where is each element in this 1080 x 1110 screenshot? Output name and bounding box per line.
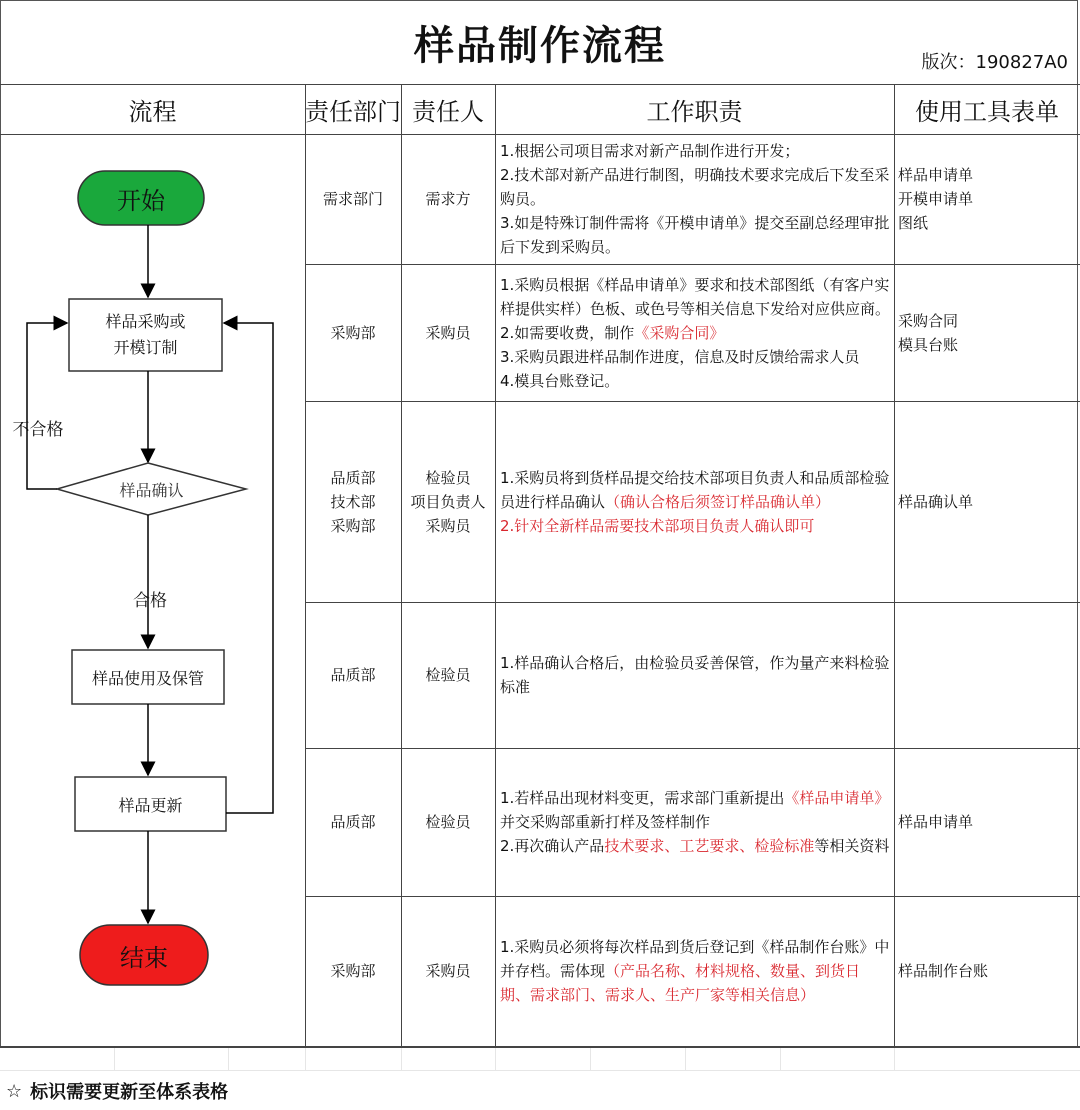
tool-form-name: 采购合同: [898, 311, 959, 330]
department-name: 需求部门: [322, 190, 383, 208]
department-name: 采购部: [330, 516, 376, 535]
duty-text: 3.采购员跟进样品制作进度，信息及时反馈给需求人员: [500, 347, 860, 366]
duty-text: 等相关资料: [814, 837, 890, 855]
duty-highlight: 《采购合同》: [634, 323, 725, 342]
duty-item: [500, 321, 890, 345]
footer-text: 标识需要更新至体系表格: [30, 1082, 229, 1103]
duty-item: [500, 466, 890, 514]
page-title: 样品制作流程: [414, 23, 666, 69]
header-responsible: 责任人: [412, 97, 484, 126]
use-label: 样品使用及保管: [91, 668, 204, 688]
duty-highlight: （产品名称、材料规格、数量、到货日期、需求部门、需求人、生产厂家等相关信息）: [500, 962, 861, 1004]
duty-item: [500, 345, 890, 369]
faint-line: [894, 1048, 895, 1070]
duties-cell: [496, 134, 894, 264]
faint-line: [0, 1070, 1080, 1071]
duty-text: 2.再次确认产品: [500, 837, 605, 855]
faint-line: [495, 1048, 496, 1070]
duty-highlight: 2.针对全新样品需要技术部项目负责人确认即可: [500, 516, 815, 535]
responsible-name: 采购员: [425, 962, 471, 980]
duty-item: [500, 786, 890, 834]
duty-item: [500, 139, 890, 163]
department-name: 采购部: [330, 323, 376, 342]
department-name: 技术部: [330, 492, 376, 511]
duty-text: 并交采购部重新打样及签样制作: [500, 813, 711, 831]
pass-label: 合格: [133, 590, 167, 611]
purchase-label-line1: 样品采购或: [105, 312, 186, 331]
tool-form-name: 样品确认单: [898, 492, 974, 511]
faint-line: [685, 1048, 686, 1070]
duty-highlight: 《样品申请单》: [784, 789, 890, 807]
responsible-name: 检验员: [425, 813, 471, 831]
duty-item: [500, 369, 890, 393]
tools-cell: [895, 748, 1080, 896]
tool-form-name: 模具台账: [898, 335, 959, 354]
department-name: 品质部: [330, 666, 376, 684]
responsible-name: 采购员: [425, 323, 471, 342]
duties-cell: [496, 602, 894, 748]
duty-item: [500, 211, 890, 259]
department-cell: [305, 896, 401, 1046]
duties-cell: [496, 401, 894, 602]
faint-line: [228, 1048, 229, 1070]
faint-line: [305, 1048, 306, 1070]
end-label: 结束: [120, 943, 168, 972]
star-outline-icon: ☆: [6, 1080, 23, 1102]
header-tools: 使用工具表单: [915, 97, 1059, 126]
tools-cell: [895, 896, 1080, 1046]
responsible-name: 项目负责人: [410, 492, 486, 511]
responsible-cell: [401, 748, 495, 896]
loop-arrow: [224, 323, 273, 813]
grid-line: [0, 1046, 1080, 1048]
fail-label: 不合格: [12, 419, 64, 440]
tool-form-name: 样品制作台账: [898, 962, 989, 980]
tool-form-name: 样品申请单: [898, 166, 974, 184]
version-label: 版次：190827A0: [921, 52, 1068, 73]
tool-form-name: 开模申请单: [898, 190, 974, 208]
responsible-cell: [401, 264, 495, 401]
header-department: 责任部门: [305, 97, 401, 126]
duty-item: [500, 651, 890, 699]
duty-item: [500, 935, 890, 1007]
update-label: 样品更新: [118, 795, 183, 815]
department-name: 品质部: [330, 813, 376, 831]
check-label: 样品确认: [119, 480, 184, 500]
department-cell: [305, 401, 401, 602]
duty-item: [500, 273, 890, 321]
duty-text: 1.根据公司项目需求对新产品制作进行开发；: [500, 142, 800, 160]
responsible-cell: [401, 602, 495, 748]
responsible-name: 采购员: [425, 516, 471, 535]
department-name: 采购部: [330, 962, 376, 980]
duty-text: 1.采购员根据《样品申请单》要求和技术部图纸（有客户实样提供实样）色板、或色号等相关信息下发给对应供应商。: [500, 275, 891, 318]
duty-text: 1.采购员必须将每次样品到货后登记到《样品制作台账》中并存档。需体现: [500, 938, 890, 980]
start-label: 开始: [117, 186, 165, 215]
tool-form-name: 图纸: [898, 214, 929, 232]
responsible-cell: [401, 896, 495, 1046]
duty-text: 1.采购员将到货样品提交给技术部项目负责人和品质部检验员进行样品确认: [500, 468, 890, 511]
tools-cell: [895, 134, 1080, 264]
duties-cell: [496, 748, 894, 896]
duty-text: 2.技术部对新产品进行制图，明确技术要求完成后下发至采购员。: [500, 166, 890, 208]
duties-cell: [496, 264, 894, 401]
tool-form-name: 样品申请单: [898, 813, 974, 831]
department-cell: [305, 748, 401, 896]
duty-text: 2.如需要收费，制作: [500, 323, 635, 342]
responsible-cell: [401, 401, 495, 602]
footer-note: [6, 1078, 228, 1104]
responsible-cell: [401, 134, 495, 264]
department-cell: [305, 264, 401, 401]
faint-line: [590, 1048, 591, 1070]
header-flow: 流程: [128, 97, 177, 126]
header-duties: 工作职责: [646, 97, 743, 126]
faint-line: [114, 1048, 115, 1070]
responsible-name: 检验员: [425, 666, 471, 684]
duty-item: [500, 514, 890, 538]
responsible-name: 需求方: [425, 190, 471, 208]
duty-item: [500, 163, 890, 211]
duties-cell: [496, 896, 894, 1046]
purchase-label-line2: 开模订制: [113, 338, 178, 357]
tools-cell: [895, 602, 1080, 748]
tools-cell: [895, 264, 1080, 401]
fail-arrow: [27, 323, 67, 489]
department-cell: [305, 602, 401, 748]
duty-text: 3.如是特殊订制件需将《开模申请单》提交至副总经理审批后下发到采购员。: [500, 214, 890, 256]
department-cell: [305, 134, 401, 264]
purchase-label: [69, 299, 222, 371]
duty-item: [500, 834, 890, 858]
responsible-name: 检验员: [425, 468, 471, 487]
tools-cell: [895, 401, 1080, 602]
duty-highlight: （确认合格后须签订样品确认单）: [605, 492, 831, 511]
duty-highlight: 技术要求、工艺要求、检验标准: [604, 837, 815, 855]
duty-text: 1.若样品出现材料变更，需求部门重新提出: [500, 789, 785, 807]
faint-line: [401, 1048, 402, 1070]
duty-text: 4.模具台账登记。: [500, 371, 620, 390]
faint-line: [780, 1048, 781, 1070]
flowchart: [0, 0, 305, 1046]
department-name: 品质部: [330, 468, 376, 487]
duty-text: 1.样品确认合格后，由检验员妥善保管，作为量产来料检验标准: [500, 654, 890, 696]
